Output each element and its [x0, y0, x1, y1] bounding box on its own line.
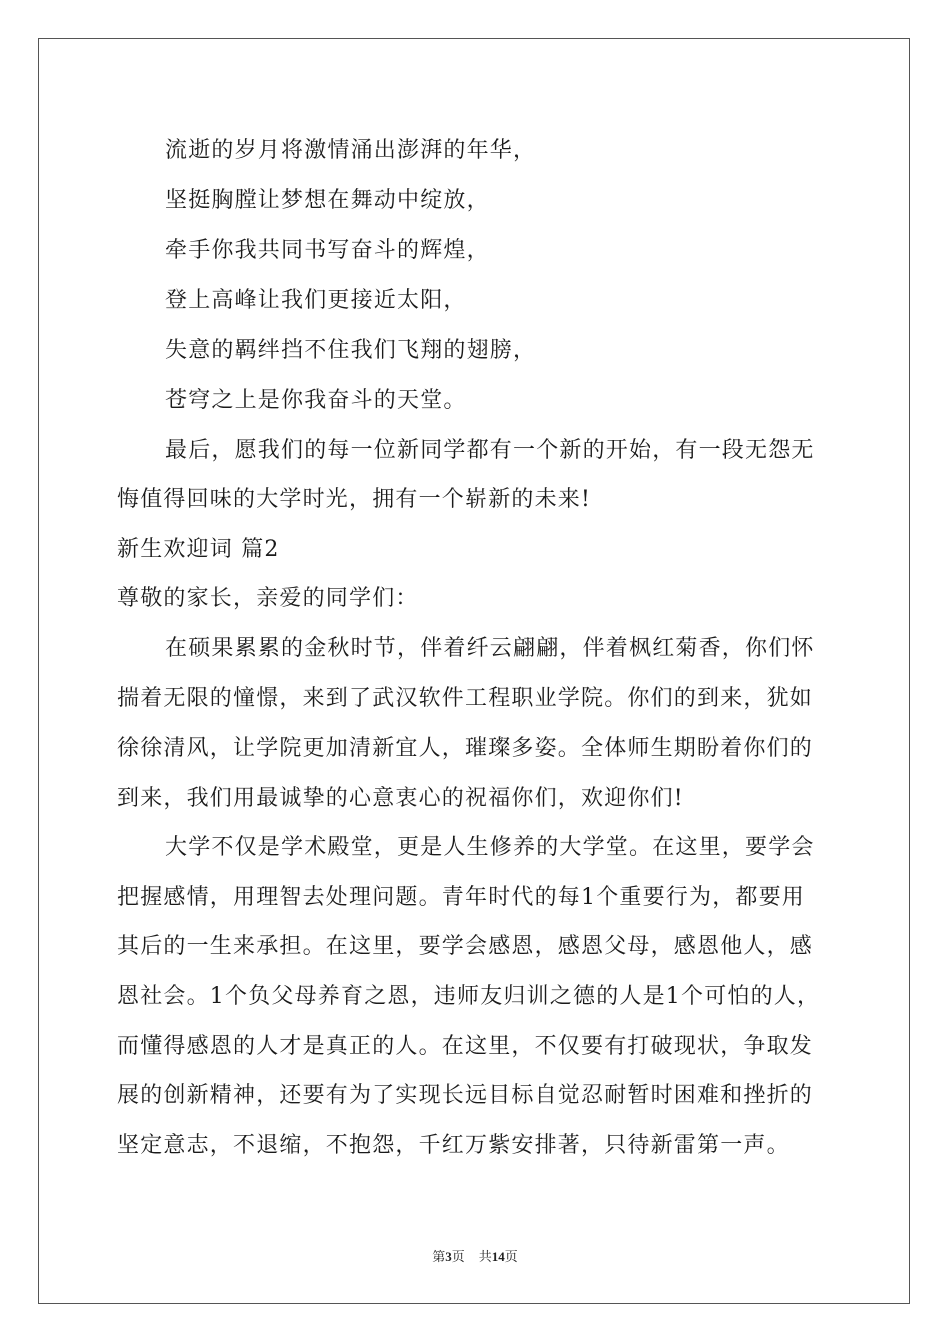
paragraph-line: 徐徐清风，让学院更加清新宜人，璀璨多姿。全体师生期盼着你们的	[117, 736, 814, 761]
poem-line: 苍穹之上是你我奋斗的天堂。	[165, 388, 467, 413]
paragraph-line: 坚定意志，不退缩，不抱怨，千红万紫安排著，只待新雷第一声。	[117, 1133, 790, 1158]
poem-line: 流逝的岁月将激情涌出澎湃的年华，	[165, 138, 537, 163]
paragraph-line: 把握感情，用理智去处理问题。青年时代的每1个重要行为，都要用	[117, 885, 805, 910]
poem-line: 失意的羁绊挡不住我们飞翔的翅膀，	[165, 338, 537, 363]
paragraph-line: 悔值得回味的大学时光，拥有一个崭新的未来!	[117, 487, 592, 512]
paragraph-line: 展的创新精神，还要有为了实现长远目标自觉忍耐暂时困难和挫折的	[117, 1083, 814, 1108]
poem-line: 坚挺胸膛让梦想在舞动中绽放，	[165, 188, 490, 213]
page-total: 共14页	[478, 1249, 518, 1264]
paragraph-line: 其后的一生来承担。在这里，要学会感恩，感恩父母，感恩他人，感	[117, 934, 814, 959]
poem-line: 牵手你我共同书写奋斗的辉煌，	[165, 238, 490, 263]
paragraph-line: 揣着无限的憧憬，来到了武汉软件工程职业学院。你们的到来，犹如	[117, 686, 814, 711]
paragraph-line: 恩社会。1个负父母养育之恩，违师友归训之德的人是1个可怕的人，	[117, 984, 821, 1009]
paragraph-line: 最后，愿我们的每一位新同学都有一个新的开始，有一段无怨无	[165, 438, 815, 463]
poem-line: 登上高峰让我们更接近太阳，	[165, 288, 467, 313]
paragraph-line: 在硕果累累的金秋时节，伴着纤云翩翩，伴着枫红菊香，你们怀	[165, 636, 815, 661]
paragraph-line: 到来，我们用最诚挚的心意衷心的祝福你们，欢迎你们!	[117, 786, 684, 811]
page-number: 第3页	[432, 1249, 465, 1264]
page-footer	[0, 1248, 950, 1266]
section-heading: 新生欢迎词 篇2	[117, 537, 280, 562]
salutation: 尊敬的家长，亲爱的同学们：	[117, 586, 419, 611]
paragraph-line: 大学不仅是学术殿堂，更是人生修养的大学堂。在这里，要学会	[165, 835, 815, 860]
paragraph-line: 而懂得感恩的人才是真正的人。在这里，不仅要有打破现状，争取发	[117, 1034, 814, 1059]
page-border	[38, 38, 910, 1304]
